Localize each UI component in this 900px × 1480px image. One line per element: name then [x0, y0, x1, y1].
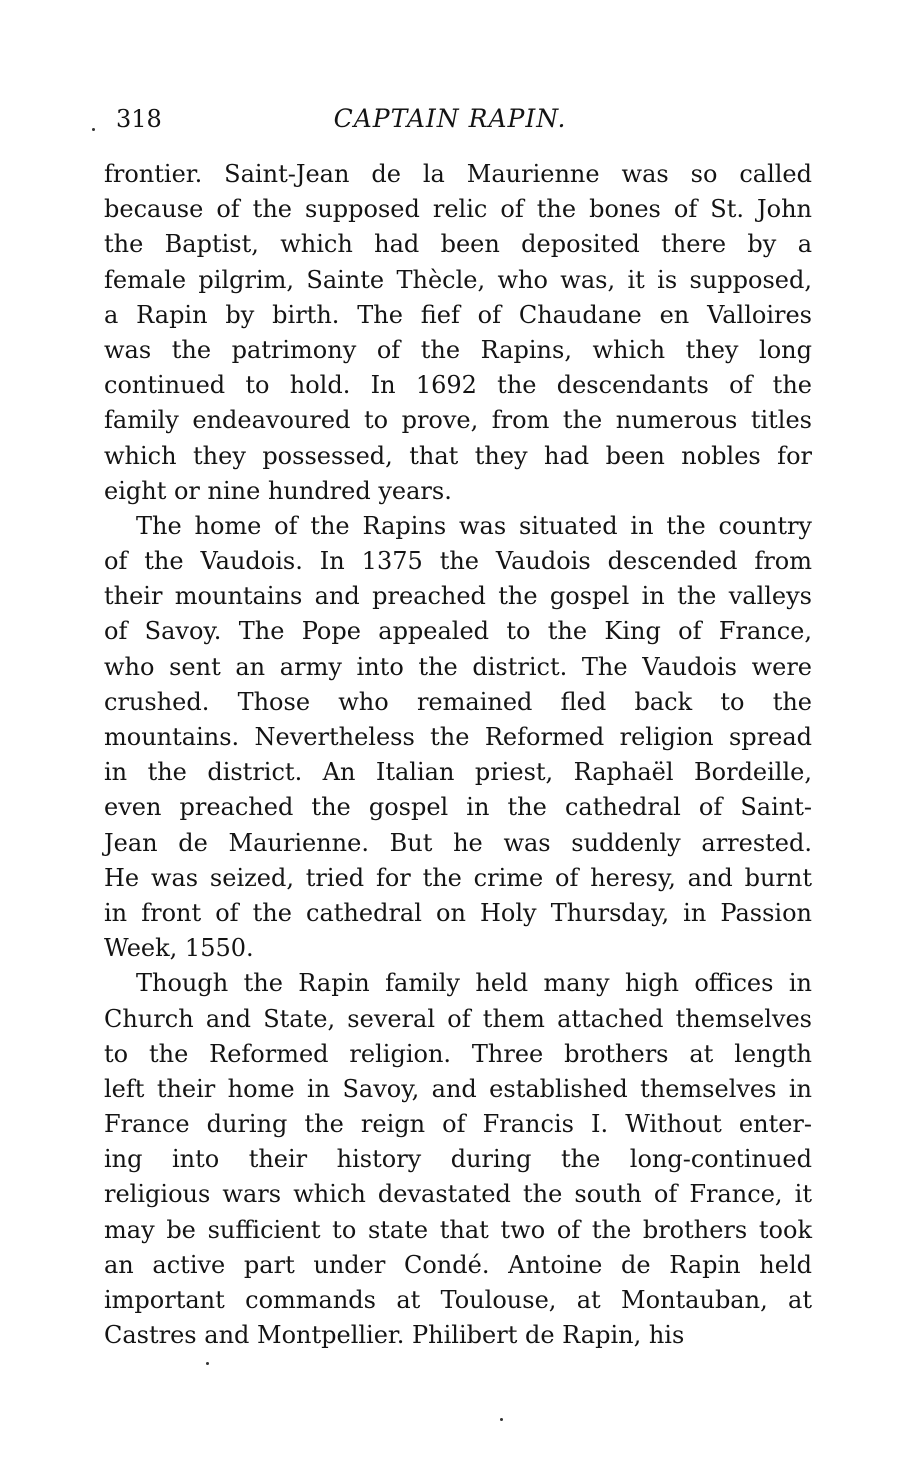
text-line: religious wars which devastated the south of France, it	[104, 1180, 812, 1209]
page-header	[0, 104, 900, 144]
paragraph	[104, 509, 812, 966]
text-line: ing into their history during the long-continued	[104, 1145, 812, 1174]
text-line: continued to hold. In 1692 the descendants of the	[104, 371, 812, 400]
text-line: frontier. Saint-Jean de la Maurienne was so called	[104, 160, 812, 188]
text-line: France during the reign of Francis I. Without enter-	[104, 1110, 812, 1139]
text-line: a Rapin by birth. The fief of Chaudane en Valloires	[104, 300, 812, 329]
text-line: in front of the cathedral on Holy Thursday, in Passion	[104, 898, 812, 927]
text-line: the Baptist, which had been deposited there by a	[104, 230, 812, 259]
page-number: 318	[116, 105, 162, 133]
text-line: mountains. Nevertheless the Reformed religion spread	[104, 723, 812, 751]
text-line: left their home in Savoy, and established themselves in	[104, 1074, 812, 1103]
text-line: Week, 1550.	[104, 934, 254, 963]
print-speck	[92, 128, 95, 131]
text-line: Jean de Maurienne. But he was suddenly arrested.	[104, 828, 812, 857]
text-line: in the district. An Italian priest, Raphaël Bordeille,	[104, 758, 812, 787]
text-line: eight or nine hundred years.	[104, 476, 452, 505]
paragraph	[104, 157, 812, 509]
text-line: crushed. Those who remained fled back to the	[104, 687, 812, 716]
text-line: may be sufficient to state that two of the brothers took	[104, 1215, 812, 1244]
print-speck	[206, 1362, 209, 1365]
text-line: which they possessed, that they had been nobles for	[104, 441, 812, 470]
text-line: family endeavoured to prove, from the numerous titles	[104, 406, 812, 435]
print-speck	[500, 1418, 503, 1421]
text-line: of the Vaudois. In 1375 the Vaudois descended from	[104, 547, 812, 576]
text-line: female pilgrim, Sainte Thècle, who was, it is supposed,	[104, 265, 812, 294]
text-line: even preached the gospel in the cathedral of Saint-	[104, 793, 812, 822]
text-line: because of the supposed relic of the bones of St. John	[104, 195, 812, 224]
text-line: their mountains and preached the gospel in the valleys	[104, 582, 812, 611]
running-title: CAPTAIN RAPIN.	[333, 104, 567, 133]
text-line: to the Reformed religion. Three brothers at length	[104, 1039, 812, 1068]
text-line: was the patrimony of the Rapins, which they long	[104, 335, 812, 364]
paragraph	[104, 966, 812, 1353]
text-line: The home of the Rapins was situated in the country	[136, 511, 812, 540]
text-line: Though the Rapin family held many high offices in	[136, 969, 812, 998]
text-line: of Savoy. The Pope appealed to the King of France,	[104, 617, 812, 646]
text-line: Church and State, several of them attached themselves	[104, 1004, 812, 1033]
text-line: an active part under Condé. Antoine de Rapin held	[104, 1250, 812, 1279]
body-text	[104, 157, 812, 1353]
text-line: important commands at Toulouse, at Montauban, at	[104, 1286, 812, 1314]
text-line: He was seized, tried for the crime of heresy, and burnt	[104, 863, 812, 892]
text-line: who sent an army into the district. The Vaudois were	[104, 652, 812, 681]
text-line: Castres and Montpellier. Philibert de Rapin, his	[104, 1321, 685, 1350]
